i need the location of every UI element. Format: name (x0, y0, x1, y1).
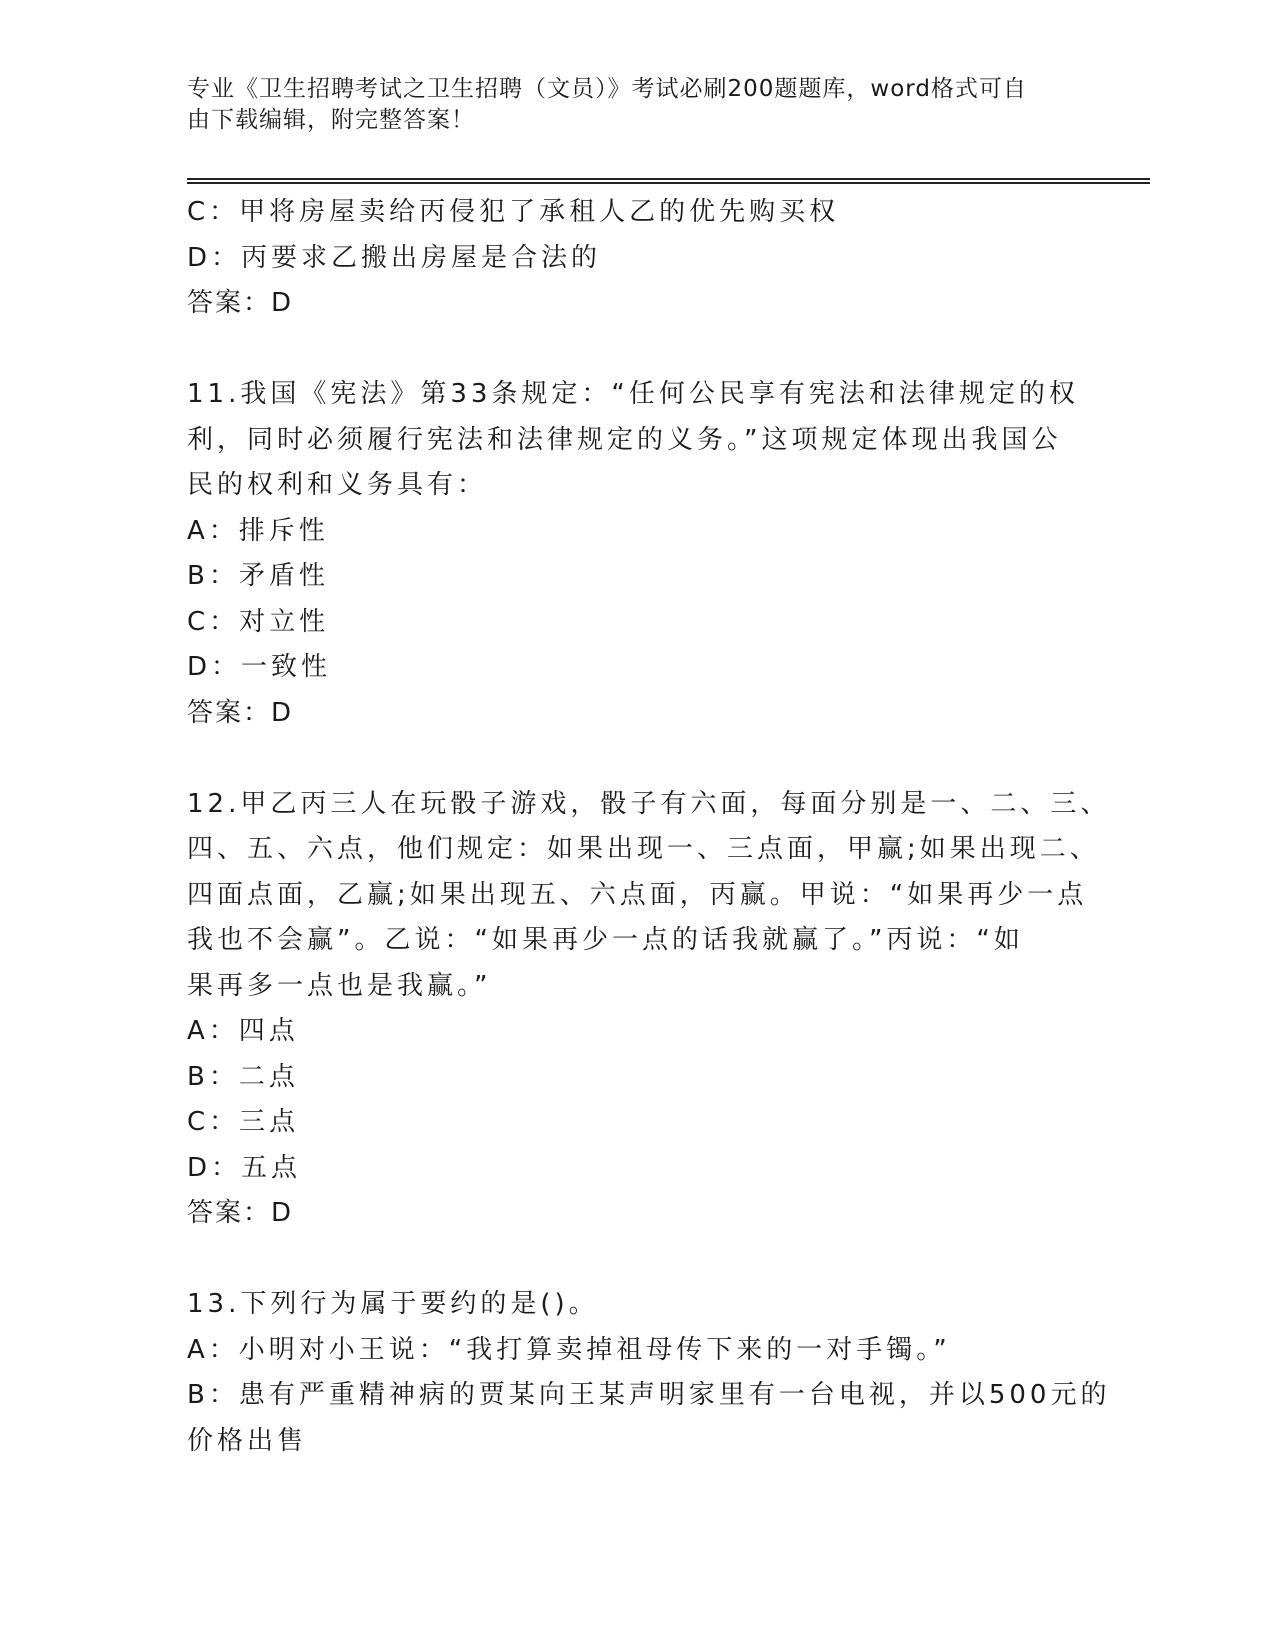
question-11 (187, 372, 1087, 736)
option-b: B：矛盾性 (187, 561, 329, 591)
question-13 (187, 1282, 1111, 1464)
option-d: D：丙要求乙搬出房屋是合法的 (187, 242, 602, 273)
option-b-continued: 价格出售 (187, 1425, 308, 1456)
option-a: A：排斥性 (187, 515, 329, 546)
question-stem: 13.下列行为属于要约的是()。 (187, 1289, 599, 1319)
question-content (187, 190, 1111, 1464)
option-a: A：四点 (187, 1016, 299, 1046)
option-c: C：对立性 (187, 606, 330, 637)
option-a: A：小明对小王说：“我打算卖掉祖母传下来的一对手镯。” (187, 1334, 951, 1365)
document-header (187, 74, 1067, 136)
question-stem: 四面点面，乙赢;如果出现五、六点面，丙赢。甲说：“如果再少一点 (187, 879, 1088, 910)
question-stem: 四、五、六点，他们规定：如果出现一、三点面，甲赢;如果出现二、 (187, 834, 1100, 864)
option-c: C：三点 (187, 1107, 300, 1137)
question-stem: 果再多一点也是我赢。” (187, 970, 492, 1001)
header-line-2: 由下载编辑，附完整答案！ (187, 107, 475, 133)
header-rule-bottom (187, 182, 1150, 184)
question-12 (187, 782, 1111, 1237)
answer: 答案：D (187, 288, 294, 318)
question-10-tail (187, 190, 1087, 327)
question-stem: 12.甲乙丙三人在玩骰子游戏，骰子有六面，每面分别是一、二、三、 (187, 788, 1111, 819)
option-d: D：五点 (187, 1152, 302, 1183)
answer: 答案：D (187, 697, 294, 728)
answer: 答案：D (187, 1198, 294, 1228)
option-b: B：患有严重精神病的贾某向王某声明家里有一台电视，并以500元的 (187, 1380, 1111, 1410)
question-stem: 利，同时必须履行宪法和法律规定的义务。”这项规定体现出我国公 (187, 424, 1062, 455)
option-b: B：二点 (187, 1061, 299, 1092)
option-d: D：一致性 (187, 652, 332, 682)
header-line-1: 专业《卫生招聘考试之卫生招聘（文员）》考试必刷200题题库，word格式可自 (187, 76, 1027, 102)
option-c: C：甲将房屋卖给丙侵犯了承租人乙的优先购买权 (187, 197, 840, 227)
header-rule-top (187, 178, 1150, 180)
question-stem: 我也不会赢”。乙说：“如果再少一点的话我就赢了。”丙说：“如 (187, 925, 1024, 955)
question-stem: 11.我国《宪法》第33条规定：“任何公民享有宪法和法律规定的权 (187, 379, 1079, 409)
question-stem: 民的权利和义务具有： (187, 470, 488, 500)
